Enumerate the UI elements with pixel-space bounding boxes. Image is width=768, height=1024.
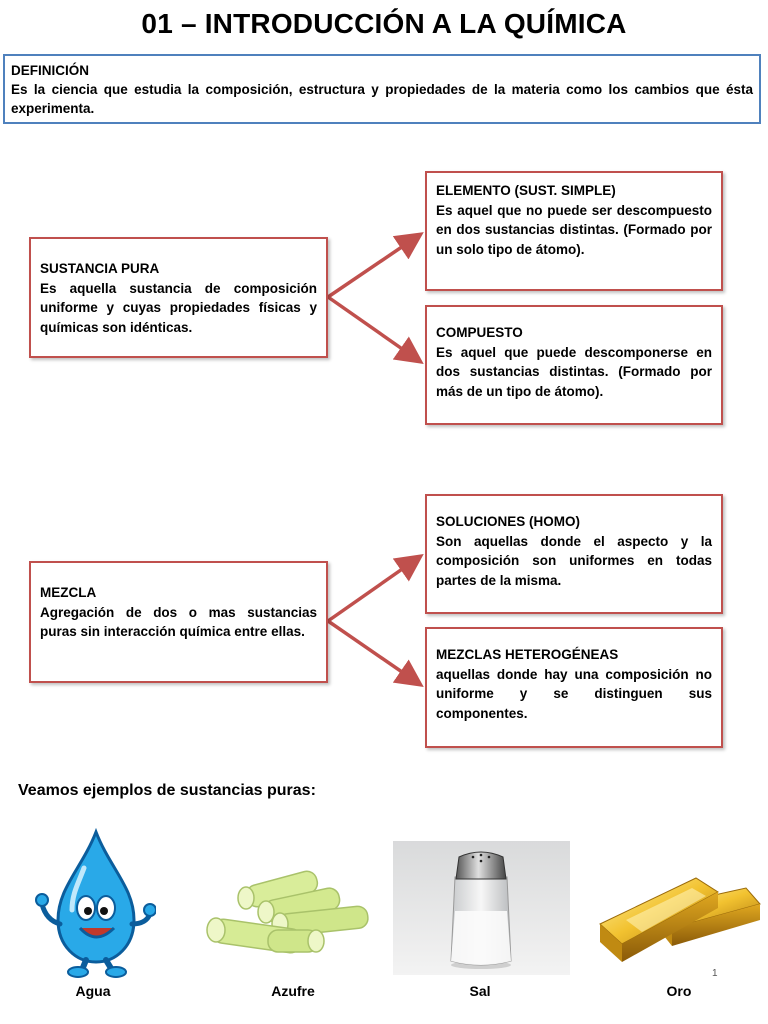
arrow-to-compuesto <box>328 297 418 360</box>
caption-agua: Agua <box>75 983 111 999</box>
compuesto-box <box>425 305 723 425</box>
definition-heading: DEFINICIÓN <box>11 63 90 78</box>
heterogeneas-heading: MEZCLAS HETEROGÉNEAS <box>436 647 619 662</box>
soluciones-box <box>425 494 723 614</box>
water-drop-character-icon <box>32 828 156 978</box>
definition-box <box>3 54 761 124</box>
mezcla-heading: MEZCLA <box>40 585 97 600</box>
page-number: 1 <box>712 968 718 979</box>
soluciones-text: Son aquellas donde el aspecto y la composición son uniformes en todas partes de la misma. <box>436 533 712 588</box>
compuesto-heading: COMPUESTO <box>436 325 523 340</box>
elemento-heading: ELEMENTO (SUST. SIMPLE) <box>436 183 616 198</box>
heterogeneas-text: aquellas donde hay una composición no uniforme y se distinguen sus componentes. <box>436 666 712 721</box>
caption-oro: Oro <box>666 983 692 999</box>
sustancia-pura-box <box>29 237 328 358</box>
mezcla-text: Agregación de dos o mas sustancias puras sin interacción química entre ellas. <box>40 604 317 639</box>
page-title: 01 – INTRODUCCIÓN A LA QUÍMICA <box>141 8 627 39</box>
arrow-to-heterogeneas <box>328 621 418 683</box>
mezcla-box <box>29 561 328 683</box>
sulfur-sticks-icon <box>206 858 378 968</box>
compuesto-text: Es aquel que puede descomponerse en dos sustancias distintas. (Formado por más de un tipo de átomo). <box>436 344 712 399</box>
caption-azufre: Azufre <box>271 983 315 999</box>
arrow-to-elemento <box>328 236 418 297</box>
sustancia-pura-text: Es aquella sustancia de composición uniforme y cuyas propiedades físicas y químicas son idénticas. <box>40 280 317 335</box>
elemento-box <box>425 171 723 291</box>
caption-sal: Sal <box>469 983 491 999</box>
examples-heading: Veamos ejemplos de sustancias puras: <box>18 782 316 799</box>
soluciones-heading: SOLUCIONES (HOMO) <box>436 514 580 529</box>
elemento-text: Es aquel que no puede ser descompuesto en dos sustancias distintas. (Formado por un solo tipo de átomo). <box>436 202 712 257</box>
salt-shaker-icon <box>393 841 570 975</box>
definition-text: Es la ciencia que estudia la composición, estructura y propiedades de la materia como los cambios que ésta experimenta. <box>11 82 753 116</box>
arrow-to-soluciones <box>328 558 418 621</box>
sustancia-pura-heading: SUSTANCIA PURA <box>40 261 160 276</box>
heterogeneas-box <box>425 627 723 748</box>
gold-bars-icon <box>596 848 766 968</box>
